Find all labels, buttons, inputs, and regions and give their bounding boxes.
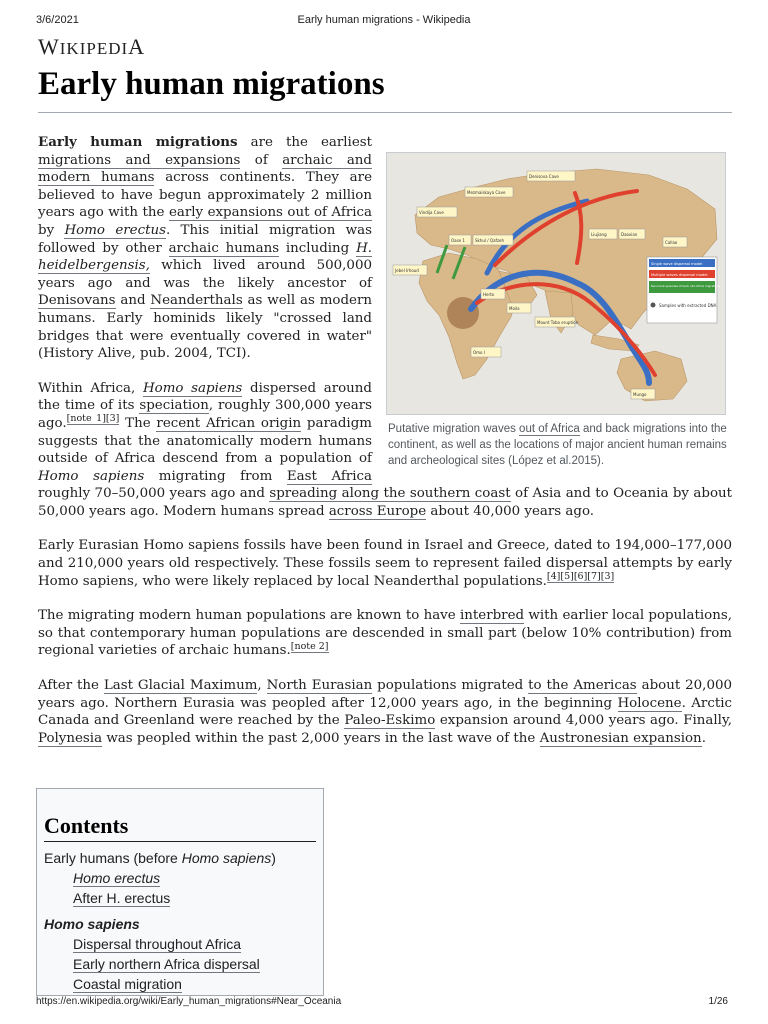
site-liujiang: Liujiang bbox=[591, 232, 607, 237]
link-h-heidelbergensis[interactable]: H. heidelbergensis, bbox=[38, 240, 372, 274]
link-austronesian-expansion[interactable]: Austronesian expansion bbox=[539, 730, 702, 746]
figure-caption: Putative migration waves out of Africa and back migrations into the continent, as well as the locations of major ancient human remains and archeological sites (López et al.2015). bbox=[388, 423, 727, 467]
link-archaic-humans[interactable]: archaic humans bbox=[168, 240, 280, 256]
interbreeding-paragraph: The migrating modern human populations are known to have interbred with earlier local populations, so that contemporary human populations are descended in small part (below 10% contribution) from regional varieties of archaic humans.[note 2] bbox=[38, 608, 732, 659]
site-mezmaiskaya: Mezmaiskaya Cave bbox=[467, 190, 506, 195]
link-recent-african-origin[interactable]: recent African origin bbox=[156, 415, 302, 431]
site-daoxian: Daoxian bbox=[621, 232, 638, 237]
site-mungo: Mungo bbox=[633, 392, 647, 397]
toc-item-homo-erectus[interactable]: Homo erectus bbox=[73, 870, 161, 886]
site-herto: Herto bbox=[483, 292, 495, 297]
title-divider bbox=[38, 112, 732, 113]
link-paleo-eskimo[interactable]: Paleo-Eskimo bbox=[344, 713, 436, 729]
svg-text:Multiple waves dispersal model: Multiple waves dispersal model bbox=[651, 273, 708, 277]
intro-paragraph: Early human migrations are the earliest migrations and expansions of archaic and modern humans across continents. They are believed to have begun approximately 2 million years ago with the early expansions out of Africa by Homo erectus. This initial migration was followed by other archaic humans including H. heidelbergensis, which lived around 500,000 years ago and was the likely ancestor of Denisovans and Neanderthals as well as modern humans. Early hominids likely "crossed land bridges that were eventually covered in water" (History Alive, pub. 2004, TCI). bbox=[38, 134, 373, 362]
site-omo: Omo I bbox=[473, 350, 485, 355]
link-polynesia[interactable]: Polynesia bbox=[38, 730, 103, 746]
link-east-africa[interactable]: East Africa bbox=[286, 468, 373, 484]
link-southern-coast[interactable]: spreading along the southern coast bbox=[269, 486, 511, 502]
wikipedia-logo[interactable]: WIKIPEDIA bbox=[38, 34, 146, 59]
site-toba: Mount Toba eruption bbox=[537, 320, 579, 325]
link-speciation[interactable]: speciation bbox=[139, 398, 209, 414]
toc-item-after-h-erectus[interactable]: After H. erectus bbox=[73, 890, 171, 906]
link-north-eurasian[interactable]: North Eurasian bbox=[266, 678, 373, 694]
link-interbred[interactable]: interbred bbox=[460, 608, 525, 624]
toc-item-northern-africa-dispersal[interactable]: Early northern Africa dispersal bbox=[73, 956, 260, 972]
ref-note-1[interactable]: [note 1] bbox=[66, 413, 106, 425]
link-holocene[interactable]: Holocene bbox=[617, 695, 682, 711]
migration-map-image[interactable] bbox=[386, 152, 726, 415]
lead-term: Early human migrations bbox=[38, 134, 238, 150]
svg-text:Single wave dispersal model: Single wave dispersal model bbox=[651, 262, 703, 266]
toc-title: Contents bbox=[44, 813, 316, 842]
link-early-expansions[interactable]: early expansions out of Africa bbox=[168, 205, 372, 221]
site-jebel-irhoud: Jebel Irhoud bbox=[395, 268, 419, 273]
ref-note-2[interactable]: [note 2] bbox=[290, 640, 329, 652]
site-oase: Oase 1 bbox=[451, 238, 465, 243]
link-denisovans[interactable]: Denisovans bbox=[38, 293, 116, 309]
table-of-contents bbox=[36, 788, 324, 996]
link-neanderthals[interactable]: Neanderthals bbox=[150, 293, 243, 309]
eurasia-paragraph: Early Eurasian Homo sapiens fossils have been found in Israel and Greece, dated to 194,000–177,000 and 210,000 years old respectively. These fossils seem to represent failed dispersal attempts by early Homo sapiens, who were likely replaced by local Neanderthal populations.[4][5][6][7][3] bbox=[38, 538, 732, 589]
link-homo-sapiens[interactable]: Homo sapiens bbox=[142, 380, 243, 396]
site-moila: Moila bbox=[509, 306, 520, 311]
print-page-title: Early human migrations - Wikipedia bbox=[297, 14, 471, 26]
site-callao: Callao bbox=[665, 240, 678, 245]
migration-map-figure bbox=[386, 152, 732, 469]
toc-section-early-humans[interactable]: Early humans (before Homo sapiens) bbox=[44, 850, 276, 866]
site-vindija: Vindija Cave bbox=[419, 210, 444, 215]
migration-map-svg bbox=[387, 153, 725, 414]
link-homo-erectus[interactable]: Homo erectus bbox=[64, 222, 166, 238]
toc-item-coastal-migration[interactable]: Coastal migration bbox=[73, 976, 182, 992]
caption-link-out-of-africa[interactable]: out of Africa bbox=[519, 423, 580, 435]
site-denisova: Denisova Cave bbox=[529, 174, 559, 179]
svg-text:Samples with extracted DNA: Samples with extracted DNA bbox=[659, 303, 717, 308]
svg-text:Recurrent episodes of back int: Recurrent episodes of back into Africa migrations bbox=[651, 284, 720, 288]
print-url: https://en.wikipedia.org/wiki/Early_human_migrations#Near_Oceania bbox=[36, 996, 342, 1007]
link-across-europe[interactable]: across Europe bbox=[328, 503, 427, 519]
link-migrations-expansions[interactable]: migrations and expansions bbox=[38, 152, 241, 168]
page-title: Early human migrations bbox=[38, 66, 385, 102]
ref-4-7-3[interactable]: [4][5][6][7][3] bbox=[546, 571, 615, 583]
article-body bbox=[38, 134, 732, 764]
print-date: 3/6/2021 bbox=[36, 14, 79, 26]
link-archaic-modern-humans[interactable]: archaic and modern humans bbox=[38, 152, 373, 186]
africa-paragraph: Within Africa, Homo sapiens dispersed around the time of its speciation, roughly 300,000 years ago.[note 1][3] The recent African origin paradigm suggests that the anatomically modern humans outside of Africa descend from a population of Homo sapiens migrating from East Africa roughly 70–50,000 years ago and spreading along the southern coast of Asia and to Oceania by about 50,000 years ago. Modern humans spread across Europe about 40,000 years ago. bbox=[38, 380, 733, 519]
toc-list bbox=[44, 848, 323, 994]
site-skhul: Skhul / Qafzeh bbox=[475, 238, 505, 243]
ref-3[interactable]: [3] bbox=[105, 413, 120, 425]
page-number: 1/26 bbox=[708, 996, 728, 1007]
lgm-paragraph: After the Last Glacial Maximum, North Eurasian populations migrated to the Americas about 20,000 years ago. Northern Eurasia was peopled after 12,000 years ago, in the beginning Holocene. Arctic Canada and Greenland were reached by the Paleo-Eskimo expansion around 4,000 years ago. Finally, Polynesia was peopled within the past 2,000 years in the last wave of the Austronesian expansion. bbox=[38, 678, 733, 746]
link-last-glacial-maximum[interactable]: Last Glacial Maximum bbox=[103, 678, 258, 694]
toc-section-homo-sapiens[interactable]: Homo sapiens bbox=[44, 916, 140, 932]
link-to-the-americas[interactable]: to the Americas bbox=[528, 678, 637, 694]
toc-item-dispersal-africa[interactable]: Dispersal throughout Africa bbox=[73, 936, 242, 952]
map-legend bbox=[647, 257, 717, 323]
